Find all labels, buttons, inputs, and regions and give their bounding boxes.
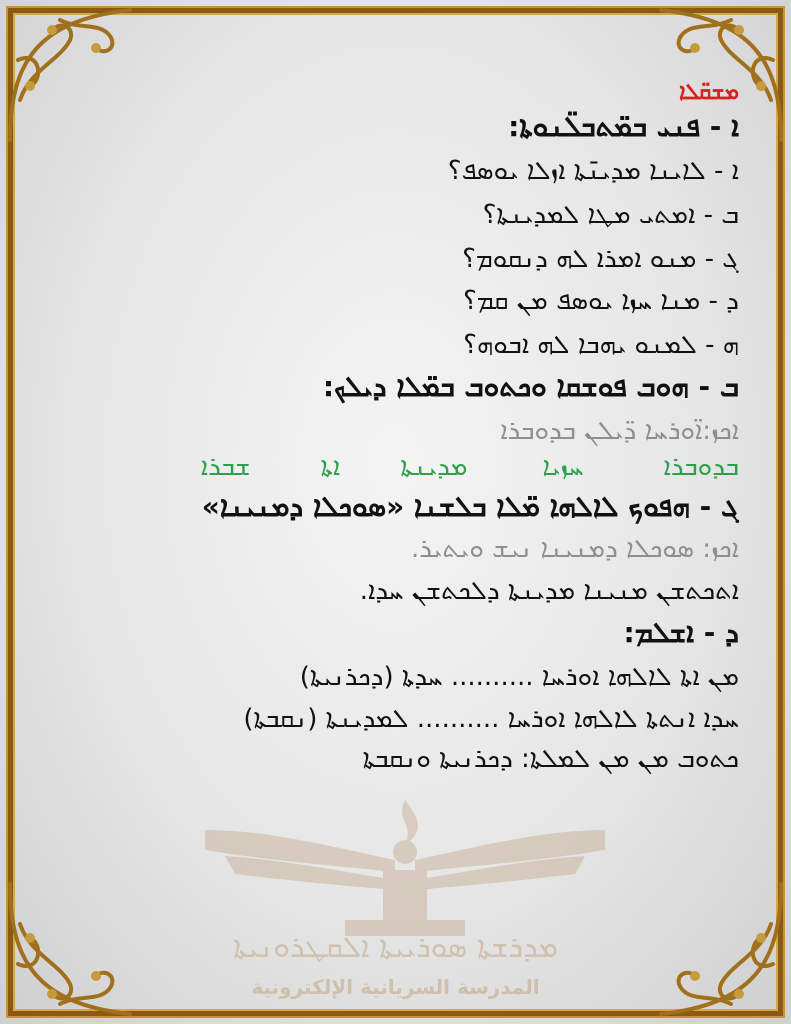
completion-item-1: ܡܢ ܐܬܐ ܠܐܠܗܐ ܐܘܪܚܐ .......... ܚܕܬܐ (ܕܟܪܢܝܬܐ)	[299, 662, 739, 692]
section-3-text: ܐܬܟܬܫܢ ܡܢܝܢܐ ܡܕܝܢܬܐ ܕܠܟܬܫܢ ܚܕܐ.	[359, 576, 739, 606]
section-3-title: ܓ - ܗܦܘܟ ܠܐܠܗܐ ܡ̈ܠܐ ܒܠܫܢܐ «ܣܘܟܠܐ ܕܡܢܝܢܐ»	[201, 490, 739, 523]
word-bank-item: ܡܕܝܢܬܐ	[400, 452, 468, 482]
word-bank-item: ܫܒܪܐ	[200, 452, 251, 482]
question-1: ܐ - ܠܐܝܢܐ ܡܕܝܢ̄ܬܐ ܐܙܠܐ ܝܘܣܦ؟	[447, 156, 739, 186]
question-3: ܓ - ܡܢܘ ܐܡܪܐ ܠܗ ܕܢܩܘܡ؟	[462, 244, 739, 274]
word-bank-item: ܐܬܐ	[320, 452, 341, 482]
ornament-corner-icon	[0, 0, 150, 150]
section-4-title: ܕ - ܐܫܠܡ:	[623, 616, 739, 649]
question-2: ܒ - ܐܡܬܝ ܡܛܐ ܠܡܕܝܢܬܐ؟	[482, 200, 739, 230]
exercises-heading: ܡܫܩ̈ܠܐ	[678, 80, 739, 105]
section-1-title: ܐ - ܦܢܝ ܒܡ̈ܬܒܠ̈ܢܘܬܐ:	[508, 110, 739, 143]
word-bank-item: ܒܕܘܒܪܐ	[663, 452, 739, 482]
completion-item-3: ܟܬܘܒ ܡܢ ܡܢ ܠܡܠܬܐ: ܕܟܪܢܝܬܐ ܘܢܩܒܬܐ	[362, 744, 739, 774]
question-5: ܗ - ܠܡܢܘ ܝܗܒܐ ܠܗ ܐܒܘܗ؟	[463, 330, 739, 360]
winged-emblem-logo	[205, 790, 605, 940]
section-2-title: ܒ - ܗܘܒ ܦܘܫܩܐ ܘܟܬܘܒ ܒܡ̈ܠܐ ܕܝܠܟ:	[322, 370, 739, 403]
question-4: ܕ - ܡܢܐ ܚܙܐ ܝܘܣܦ ܡܢ ܩܡ؟	[463, 286, 739, 316]
section-2-example: ܐܟܙ:ܐ̈ܘܪܚܐ ܕ̈ܝܠܢ ܒܕܘܒܪܐ	[500, 416, 739, 446]
watermark-syriac-text: ܡܕܪܫܬܐ ܣܘܪܝܝܬܐ ܐܠܩܛܪܘܢܝܬܐ	[233, 930, 558, 965]
watermark-arabic-text: المدرسة السريانية الإلكترونية	[251, 975, 540, 999]
completion-item-2: ܚܕܐ ܐܢܬܬܐ ܠܐܠܗܐ ܐܘܪܚܐ .......... ܠܡܕܝܢܬܐ (ܢܩܒܬܐ)	[243, 704, 739, 734]
word-bank	[39, 452, 739, 483]
section-3-example: ܐܟܙ: ܣܘܟܠܐ ܕܡܢܝܢܐ ܢܝܫ ܘܝܬܝܪ.	[410, 534, 739, 564]
word-bank-item: ܚܙܝܐ	[542, 452, 584, 482]
